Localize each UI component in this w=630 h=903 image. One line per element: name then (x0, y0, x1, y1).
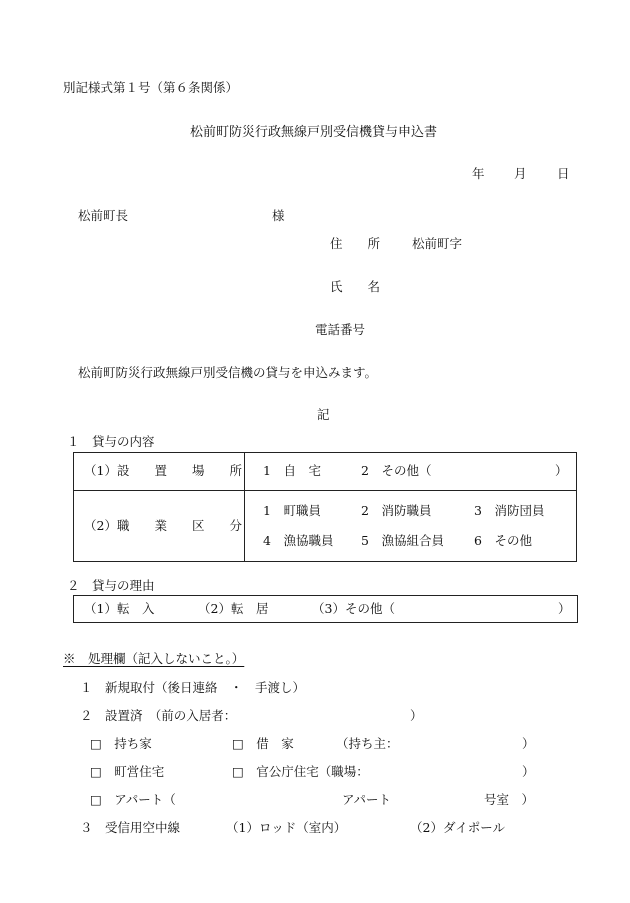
install-option-close: ） (555, 463, 568, 478)
page-title: 松前町防災行政無線戸別受信機貸与申込書 (190, 125, 438, 140)
ki-mark: 記 (317, 407, 330, 422)
form-number: 別記様式第１号（第６条関係） (63, 80, 239, 95)
reason-option-2: （2）転 居 (198, 601, 269, 616)
antenna-option-rod: （1）ロッド（室内） (226, 820, 347, 835)
checkbox-rented-house: □ 借 家 (232, 736, 294, 751)
processing-heading: ※ 処理欄（記入しないこと。） (63, 651, 245, 666)
table-divider-vertical (244, 453, 245, 561)
install-location-label: （1）設 置 場 所 (84, 463, 242, 478)
phone-label: 電話番号 (315, 322, 366, 337)
occupation-option-2: 2 消防職員 (361, 503, 432, 518)
processing-item-2-close: ） (410, 708, 423, 723)
address-value: 松前町字 (412, 236, 463, 251)
install-option-other: 2 その他（ (361, 463, 432, 478)
reason-option-close: ） (558, 601, 571, 616)
occupation-option-6: 6 その他 (474, 533, 532, 548)
owner-label: （持ち主： (336, 736, 399, 751)
processing-item-2: ２ 設置済 （前の入居者： (80, 708, 237, 723)
reason-option-3: （3）その他（ (312, 601, 395, 616)
addressee-name: 松前町長 (78, 208, 129, 223)
section2-heading: ２ 貸与の理由 (67, 578, 155, 593)
reason-option-1: （1）転 入 (84, 601, 155, 616)
date-month: 月 (514, 166, 527, 181)
address-label: 住 所 (330, 236, 381, 251)
occupation-label: （2）職 業 区 分 (84, 518, 242, 533)
processing-item-1: １ 新規取付（後日連絡 ・ 手渡し） (80, 680, 306, 695)
checkbox-apartment: □ アパート（ (90, 792, 176, 807)
table-divider-horizontal (74, 490, 576, 491)
occupation-option-5: 5 漁協組合員 (361, 533, 444, 548)
occupation-option-3: 3 消防団員 (474, 503, 545, 518)
antenna-option-dipole: （2）ダイポール (410, 820, 505, 835)
date-year: 年 (472, 166, 485, 181)
section1-heading: １ 貸与の内容 (67, 434, 155, 449)
room-number-label: 号室 ） (484, 792, 535, 807)
checkbox-official-housing: □ 官公庁住宅（職場： (232, 764, 369, 779)
date-day: 日 (557, 166, 570, 181)
loan-reason-box (73, 595, 578, 623)
loan-content-table (73, 452, 577, 562)
statement: 松前町防災行政無線戸別受信機の貸与を申込みます。 (78, 365, 378, 380)
occupation-option-4: 4 漁協職員 (263, 533, 334, 548)
name-label: 氏 名 (330, 279, 381, 294)
apartment-name-label: アパート (342, 792, 392, 807)
occupation-option-1: 1 町職員 (263, 503, 321, 518)
processing-item-3: ３ 受信用空中線 (80, 820, 181, 835)
checkbox-town-housing: □ 町営住宅 (90, 764, 165, 779)
checkbox-own-house: □ 持ち家 (90, 736, 152, 751)
owner-close: ） (522, 736, 535, 751)
install-option-home: 1 自 宅 (263, 463, 321, 478)
workplace-close: ） (522, 764, 535, 779)
addressee-honorific: 様 (272, 208, 285, 223)
